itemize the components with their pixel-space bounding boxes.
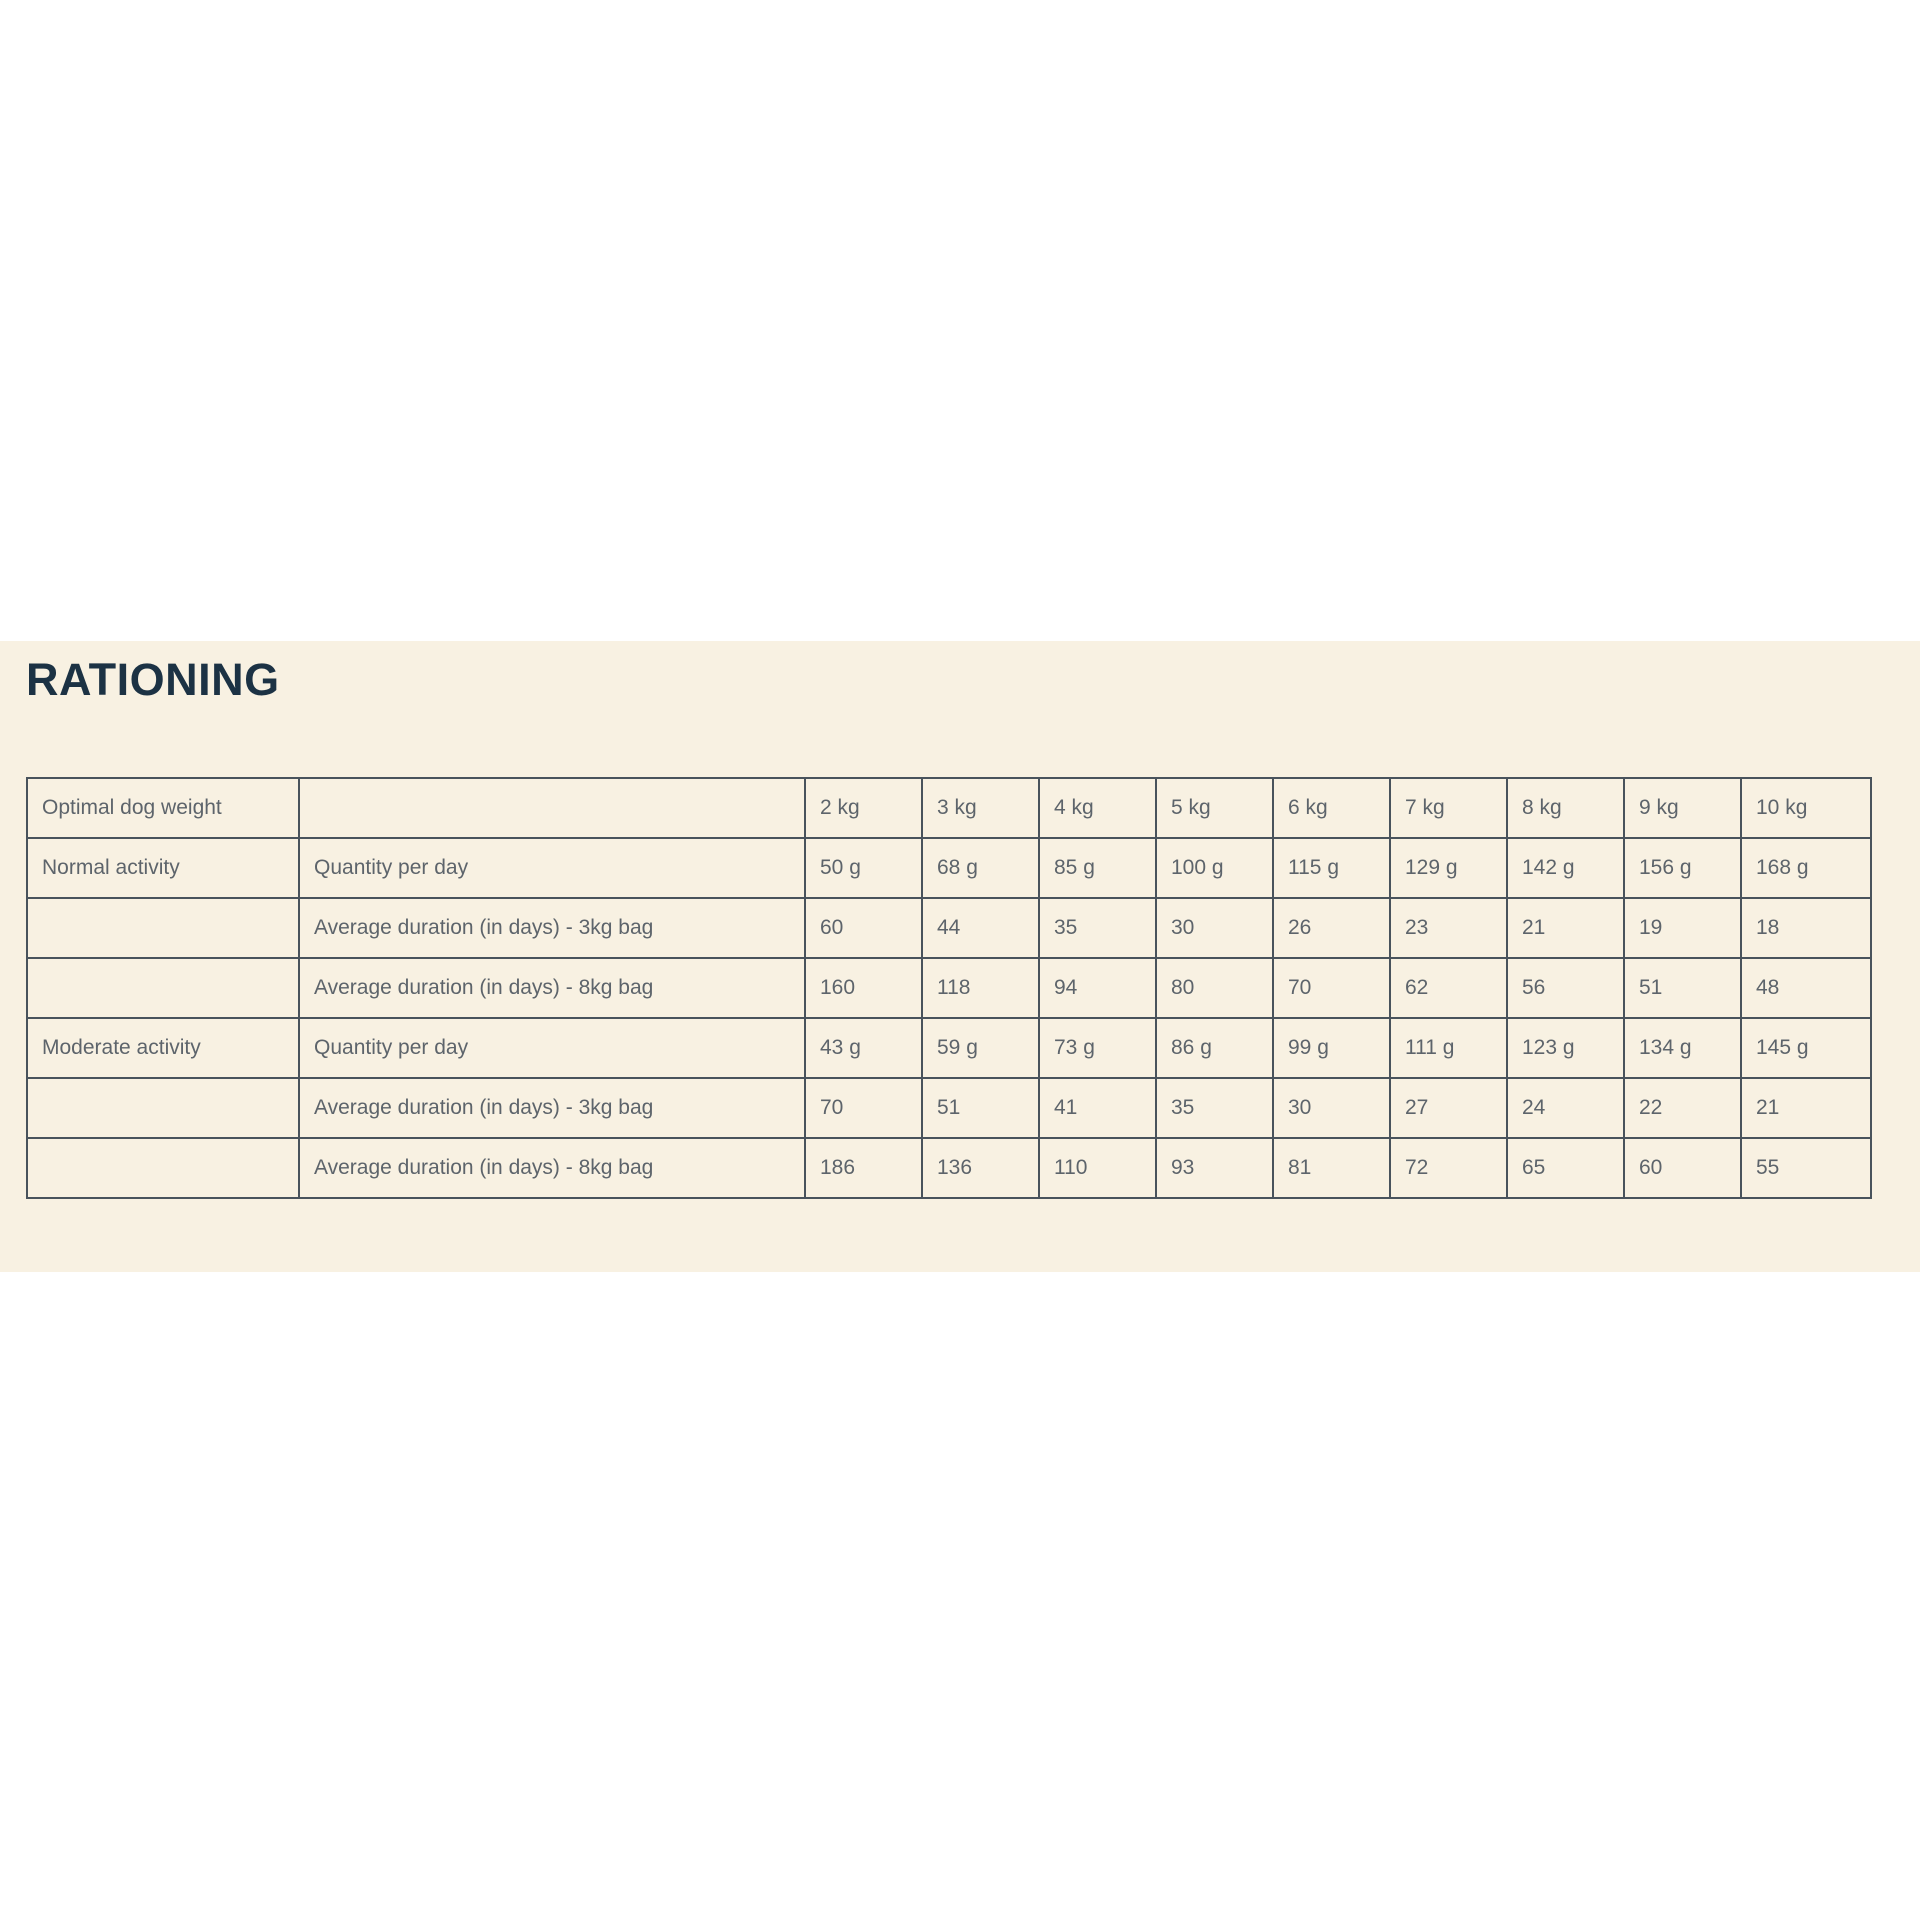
value-cell: 43 g — [805, 1018, 922, 1078]
row-label-cell: Average duration (in days) - 8kg bag — [299, 958, 805, 1018]
header-empty-cell — [299, 778, 805, 838]
header-label-cell: Optimal dog weight — [27, 778, 299, 838]
value-cell: 134 g — [1624, 1018, 1741, 1078]
value-cell: 23 — [1390, 898, 1507, 958]
value-cell: 160 — [805, 958, 922, 1018]
value-cell: 72 — [1390, 1138, 1507, 1198]
weight-header-cell: 5 kg — [1156, 778, 1273, 838]
value-cell: 81 — [1273, 1138, 1390, 1198]
rationing-section — [0, 641, 1920, 1272]
value-cell: 35 — [1156, 1078, 1273, 1138]
value-cell: 115 g — [1273, 838, 1390, 898]
value-cell: 60 — [1624, 1138, 1741, 1198]
weight-header-cell: 6 kg — [1273, 778, 1390, 838]
row-label-cell: Average duration (in days) - 3kg bag — [299, 898, 805, 958]
value-cell: 22 — [1624, 1078, 1741, 1138]
value-cell: 111 g — [1390, 1018, 1507, 1078]
row-label-cell: Quantity per day — [299, 1018, 805, 1078]
value-cell: 30 — [1273, 1078, 1390, 1138]
value-cell: 26 — [1273, 898, 1390, 958]
value-cell: 21 — [1507, 898, 1624, 958]
row-label-cell: Average duration (in days) - 8kg bag — [299, 1138, 805, 1198]
value-cell: 18 — [1741, 898, 1871, 958]
activity-cell — [27, 898, 299, 958]
value-cell: 59 g — [922, 1018, 1039, 1078]
table-row — [27, 1018, 1871, 1078]
value-cell: 80 — [1156, 958, 1273, 1018]
weight-header-cell: 4 kg — [1039, 778, 1156, 838]
value-cell: 44 — [922, 898, 1039, 958]
table-row — [27, 1078, 1871, 1138]
value-cell: 62 — [1390, 958, 1507, 1018]
value-cell: 93 — [1156, 1138, 1273, 1198]
value-cell: 70 — [1273, 958, 1390, 1018]
row-label-cell: Average duration (in days) - 3kg bag — [299, 1078, 805, 1138]
value-cell: 70 — [805, 1078, 922, 1138]
table-row — [27, 958, 1871, 1018]
value-cell: 51 — [1624, 958, 1741, 1018]
value-cell: 86 g — [1156, 1018, 1273, 1078]
value-cell: 118 — [922, 958, 1039, 1018]
table-row — [27, 838, 1871, 898]
table-header-row — [27, 778, 1871, 838]
value-cell: 50 g — [805, 838, 922, 898]
value-cell: 51 — [922, 1078, 1039, 1138]
value-cell: 168 g — [1741, 838, 1871, 898]
value-cell: 100 g — [1156, 838, 1273, 898]
value-cell: 27 — [1390, 1078, 1507, 1138]
section-title: RATIONING — [26, 654, 280, 705]
value-cell: 99 g — [1273, 1018, 1390, 1078]
value-cell: 68 g — [922, 838, 1039, 898]
value-cell: 123 g — [1507, 1018, 1624, 1078]
activity-cell — [27, 958, 299, 1018]
value-cell: 41 — [1039, 1078, 1156, 1138]
value-cell: 186 — [805, 1138, 922, 1198]
weight-header-cell: 2 kg — [805, 778, 922, 838]
value-cell: 19 — [1624, 898, 1741, 958]
activity-cell — [27, 1138, 299, 1198]
value-cell: 55 — [1741, 1138, 1871, 1198]
rationing-table — [26, 777, 1872, 1199]
weight-header-cell: 10 kg — [1741, 778, 1871, 838]
value-cell: 136 — [922, 1138, 1039, 1198]
value-cell: 156 g — [1624, 838, 1741, 898]
weight-header-cell: 7 kg — [1390, 778, 1507, 838]
activity-cell — [27, 1078, 299, 1138]
value-cell: 110 — [1039, 1138, 1156, 1198]
value-cell: 85 g — [1039, 838, 1156, 898]
value-cell: 56 — [1507, 958, 1624, 1018]
table-row — [27, 1138, 1871, 1198]
row-label-cell: Quantity per day — [299, 838, 805, 898]
weight-header-cell: 9 kg — [1624, 778, 1741, 838]
value-cell: 21 — [1741, 1078, 1871, 1138]
weight-header-cell: 3 kg — [922, 778, 1039, 838]
activity-cell: Moderate activity — [27, 1018, 299, 1078]
value-cell: 142 g — [1507, 838, 1624, 898]
value-cell: 60 — [805, 898, 922, 958]
table-row — [27, 898, 1871, 958]
value-cell: 24 — [1507, 1078, 1624, 1138]
value-cell: 129 g — [1390, 838, 1507, 898]
activity-cell: Normal activity — [27, 838, 299, 898]
value-cell: 48 — [1741, 958, 1871, 1018]
value-cell: 94 — [1039, 958, 1156, 1018]
value-cell: 145 g — [1741, 1018, 1871, 1078]
value-cell: 65 — [1507, 1138, 1624, 1198]
value-cell: 35 — [1039, 898, 1156, 958]
value-cell: 73 g — [1039, 1018, 1156, 1078]
value-cell: 30 — [1156, 898, 1273, 958]
weight-header-cell: 8 kg — [1507, 778, 1624, 838]
